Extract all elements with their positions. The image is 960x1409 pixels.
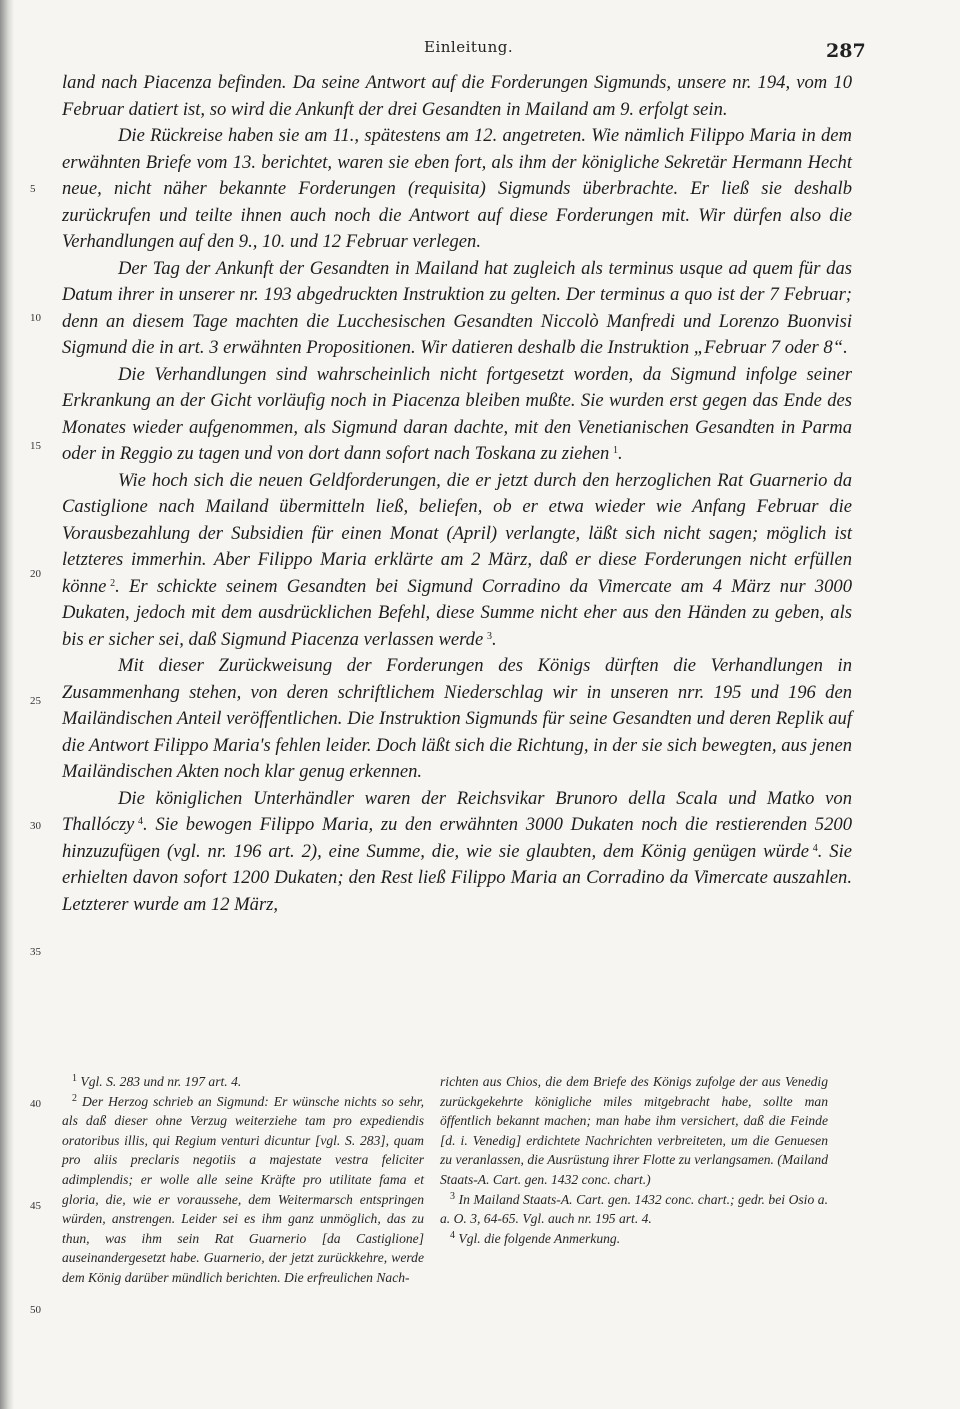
- line-number: 5: [30, 183, 36, 195]
- paragraph: [62, 786, 852, 919]
- footnote-number: 4: [450, 1229, 455, 1241]
- footnote-ref[interactable]: 4: [138, 816, 144, 827]
- paragraph: [62, 70, 852, 123]
- paragraph-text: Die königlichen Unterhändler waren der Reichsvikar Brunoro della Scala und Matko von Thallóczy: [62, 787, 852, 835]
- line-number: 40: [30, 1098, 41, 1110]
- paragraph: [62, 653, 852, 786]
- footnote-text: richten aus Chios, die dem Briefe des Königs zufolge der aus Venedig zurückgekehrte königliche miles mitgebracht habe, sollte man öffentlich bekannt machen; man habe ihm versichert, daß die Feinde [d. i. Venedig] erdichtete Nachrichten verbreiteten, um die Genuesen zu veranlassen, die Ausrüstung ihrer Flotte zu verlangsamen. (Mailand Staats-A. Cart. gen. 1432 conc. chart.): [440, 1074, 828, 1187]
- footnote-continuation: [440, 1072, 828, 1190]
- page-header: [0, 36, 960, 66]
- paragraph-text: .: [491, 628, 497, 650]
- footnotes-right-column: [440, 1072, 828, 1248]
- page-number: 287: [826, 40, 866, 62]
- line-number: 10: [30, 312, 41, 324]
- footnotes-left-column: [62, 1072, 424, 1288]
- footnote: [440, 1190, 828, 1229]
- line-number: 50: [30, 1304, 41, 1316]
- paragraph-text: .: [618, 443, 623, 464]
- line-number: 30: [30, 820, 41, 832]
- paragraph-text: Die Verhandlungen sind wahrscheinlich nicht fortgesetzt worden, da Sigmund infolge seiner Erkrankung an der Gicht vorläufig noch in Piacenza bleiben mußte. Sie wurden erst gegen das Ende des Monates wieder aufgenommen, als Sigmund daran dachte, mit den Venetianischen Gesandten in Parma oder in Reggio zu tagen und von dort dann sofort nach Toskana zu ziehen: [62, 363, 852, 464]
- paragraph: [62, 123, 852, 256]
- paragraph-text: Der Tag der Ankunft der Gesandten in Mailand hat zugleich als terminus usque ad quem für das Datum ihrer in unserer nr. 193 abgedruckten Instruktion zu gelten. Der terminus a quo ist der 7 Februar; denn an diesem Tage machten die Lucchesischen Gesandten Niccolò Manfredi und Lorenzo Buonvisi Sigmund die in art. 3 erwähnten Propositionen. Wir datieren deshalb die Instruktion „Februar 7 oder 8“.: [62, 257, 852, 358]
- running-title: Einleitung.: [424, 38, 514, 56]
- line-number: 45: [30, 1200, 41, 1212]
- line-number: 15: [30, 440, 41, 452]
- paragraph: [62, 362, 852, 468]
- paragraph-text: Die Rückreise haben sie am 11., spätestens am 12. angetreten. Wie nämlich Filippo Maria in dem erwähnten Briefe vom 13. berichtet, waren sie eben fort, als ihm der königliche Sekretär Hermann Hecht neue, nicht näher bekannte Forderungen (requisita) Sigmunds überbrachte. Er ließ sie deshalb zurückrufen und teilte ihnen auch noch die Antwort auf diese Forderungen mit. Wir dürfen also die Verhandlungen auf den 9., 10. und 12 Februar verlegen.: [62, 125, 852, 252]
- footnote-ref[interactable]: 4: [812, 842, 818, 854]
- line-number: 20: [30, 568, 41, 580]
- footnote-number: 3: [450, 1190, 455, 1202]
- footnote: [62, 1092, 424, 1288]
- footnote: [440, 1229, 828, 1249]
- footnote-ref[interactable]: 3: [486, 630, 492, 642]
- line-number: 25: [30, 695, 41, 707]
- footnote-ref[interactable]: 1: [613, 445, 619, 456]
- line-number-margin: [0, 0, 60, 1409]
- footnote-text: Vgl. die folgende Anmerkung.: [458, 1230, 621, 1246]
- paragraph-text: . Er schickte seinem Gesandten bei Sigmund Corradino da Vimercate am 4 März nur 3000 Dukaten, jedoch mit dem ausdrücklichen Befehl, diese Summe nicht eher aus den Händen zu geben, als bis er sicher sei, daß Sigmund Piacenza verlassen werde: [62, 575, 852, 650]
- paragraph-text: . Sie bewogen Filippo Maria, zu den erwähnten 3000 Dukaten noch die restierenden 5200 hinzuzufügen (vgl. nr. 196 art. 2), eine Summe, die, wie sie glaubten, dem König genügen würde: [62, 814, 852, 862]
- footnote-text: In Mailand Staats-A. Cart. gen. 1432 conc. chart.; gedr. bei Osio a. a. O. 3, 64-65. Vgl. auch nr. 195 art. 4.: [440, 1191, 829, 1227]
- paragraph: [62, 468, 852, 654]
- footnote-ref[interactable]: 2: [110, 577, 116, 589]
- paragraph-text: . Sie erhielten davon sofort 1200 Dukaten; den Rest ließ Filippo Maria an Corradino da Vimercate auszahlen. Letzterer wurde am 12 März,: [62, 840, 852, 915]
- footnote-number: 2: [72, 1092, 77, 1104]
- footnote: [62, 1072, 424, 1092]
- paragraph-text: Mit dieser Zurückweisung der Forderungen des Königs dürften die Verhandlungen in Zusammenhang stehen, von deren schriftlichem Niederschlag wir in unseren nrr. 195 und 196 den Mailändischen Anteil veröffentlichen. Die Instruktion Sigmunds für seine Gesandten und deren Replik auf die Antwort Filippo Maria's fehlen leider. Doch läßt sich die Richtung, in der sie sich bewegten, aus jenen Mailändischen Akten noch klar genug erkennen.: [62, 655, 852, 782]
- paragraph-text: land nach Piacenza befinden. Da seine Antwort auf die Forderungen Sigmunds, unsere nr. 194, vom 10 Februar datiert ist, so wird die Ankunft der drei Gesandten in Mailand am 9. erfolgt sein.: [62, 72, 852, 120]
- footnote-number: 1: [72, 1073, 77, 1084]
- footnote-text: Vgl. S. 283 und nr. 197 art. 4.: [80, 1074, 242, 1089]
- line-number: 35: [30, 946, 41, 958]
- paragraph: [62, 256, 852, 362]
- footnote-text: Der Herzog schrieb an Sigmund: Er wünsche nichts so sehr, als daß dieser ohne Verzug weiterziehe tam pro expediendis oratoribus illis, qui Regium venturi dicuntur [vgl. S. 283], quam pro aliis preclaris negotiis a majestate vestra feliciter adimplendis; er wolle alle seine Kräfte pro utilitate fama et gloria, die, wie er voraussehe, dem Weitermarsch entspringen würden, anstrengen. Leider sei es ihm ganz unmöglich, das zu thun, was ihm sein Rat Guarnerio [da Castiglione] auseinandergesetzt habe. Guarnerio, der jetzt zurückkehre, werde dem König darüber mündlich berichten. Die erfreulichen Nach-: [62, 1093, 424, 1285]
- paragraph-text: Wie hoch sich die neuen Geldforderungen, die er jetzt durch den herzoglichen Rat Guarnerio da Castiglione nach Mailand übermitteln ließ, beliefen, ob er etwa wieder wie Anfang Februar die Vorausbezahlung der Subsidien für einen Monat (April) verlangte, läßt sich nicht sagen; möglich ist letzteres immerhin. Aber Filippo Maria erklärte am 2 März, daß er diese Forderungen nicht erfüllen könne: [62, 469, 852, 597]
- main-text: [62, 70, 852, 918]
